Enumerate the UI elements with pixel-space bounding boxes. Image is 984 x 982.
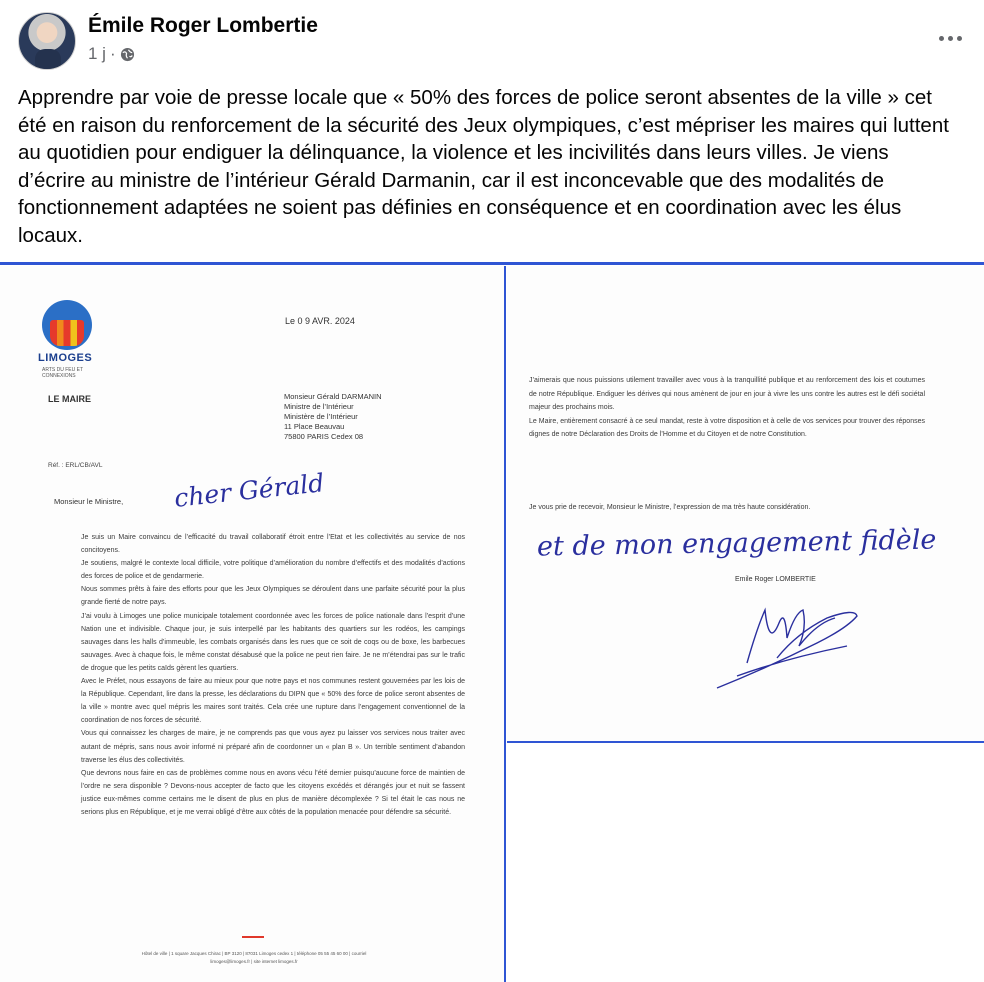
- meta-separator: ·: [109, 44, 116, 63]
- letter-sender-title: LE MAIRE: [48, 394, 92, 404]
- logo-name: LIMOGES: [38, 352, 93, 364]
- post-header: [18, 12, 968, 72]
- letter-body: [81, 531, 465, 819]
- address-line: Monsieur Gérald DARMANIN: [284, 392, 382, 401]
- letter-paragraph: Vous qui connaissez les charges de maire, je ne comprends pas que vous ayez pu laisser vos services nous traiter avec autant de mépris, sans nous avoir informé ni préparé afin de coordonner un « plan B ». Un terrible sentiment d’abandon traverse les élus des collectivités.: [81, 730, 465, 764]
- address-line: 75800 PARIS Cedex 08: [284, 432, 364, 441]
- more-options-icon[interactable]: [932, 26, 968, 50]
- letter-paragraph: Le Maire, entièrement consacré à ce seul mandat, reste à votre disposition et à celle de vos services pour trouver des réponses dignes de notre Déclaration des Droits de l’Homme et du Citoyen et de notre Constitution.: [529, 417, 925, 438]
- letter-paragraph: Je soutiens, malgré le contexte local difficile, votre politique d’amélioration du nombre d’effectifs et des modalités d’actions des forces de police et de gendarmerie.: [81, 560, 465, 581]
- attachment-separator: [504, 266, 506, 982]
- letter-page-2[interactable]: [507, 266, 984, 743]
- post-attachments[interactable]: [0, 260, 984, 982]
- signer-name: Emile Roger LOMBERTIE: [735, 576, 816, 583]
- recipient-address: [284, 392, 382, 442]
- letter-footer: Hôtel de ville | 1 square Jacques Chirac | BP 3120 | 87031 Limoges cedex 1 | téléphone 05 55 45 60 00 | courriel limoges@limoges.fr | site internet limoges.fr: [141, 951, 367, 964]
- letter-closing: Je vous prie de recevoir, Monsieur le Ministre, l’expression de ma très haute considération.: [529, 504, 811, 511]
- author-avatar[interactable]: [18, 12, 76, 70]
- letter-paragraph: J’aimerais que nous puissions utilement travailler avec vous à la tranquillité publique et au renforcement des lois et coutumes de notre République. Endiguer les dérives qui nous amènent de jour en jour à vivre les uns contre les autres est le défi sociétal majeur des prochains mois.: [529, 377, 925, 411]
- handwritten-closing: et de mon engagement fidèle: [536, 524, 937, 563]
- letter-body-page2: [529, 374, 925, 442]
- letter-paragraph: Que devrons nous faire en cas de problèmes comme nous en avons vécu l’été dernier puisqu’aucune force de maintien de l’ordre ne sera disponible ? Devons-nous accepter de facto que les citoyens excédés et dérangés jour et nuit se fassent justice eux-mêmes comme certains me le disent de plus en plus de manière décomplexée ? Si tel était le cas nous ne serions plus en République, et je me verrai obligé d’être aux côtés de la population menacée pour défendre sa sécurité.: [81, 769, 465, 816]
- attachment-divider: [0, 262, 984, 265]
- letter-paragraph: Avec le Préfet, nous essayons de faire au mieux pour que notre pays et nos communes restent gouvernées par les lois de la République. Cependant, lire dans la presse, les déclarations du DIPN que « 50% des force de police seront absentes de la ville » montre avec quel mépris les maires sont traités. Cela crée une rupture dans l’engagement conventionnel de la coordination de nos forces de sécurité.: [81, 678, 465, 725]
- author-name[interactable]: Émile Roger Lombertie: [88, 14, 318, 37]
- letter-paragraph: J’ai voulu à Limoges une police municipale totalement coordonnée avec les forces de police nationale dans l’esprit d’une Nation une et indivisible. Chaque jour, je suis interpellé par les habitants des quartiers sur les rodéos, les campings sauvages dans les halls d’immeuble, les combats organisés dans les rues que ce soit de coqs ou de boxe, les barbecues sauvages. Avec à chaque fois, le même constat désabusé que la police ne peut rien faire. Je ne m’étendrai pas sur le trafic de drogue que les petits caïds gèrent les quartiers.: [81, 612, 465, 672]
- post-time[interactable]: 1 j: [88, 44, 106, 63]
- letter-paragraph: Nous sommes prêts à faire des efforts pour que les Jeux Olympiques se déroulent dans une parfaite sécurité pour la plus grande fierté de notre pays.: [81, 586, 465, 607]
- letter-reference: Réf. : ERL/CB/AVL: [48, 462, 103, 469]
- letter-page-1[interactable]: [0, 266, 504, 982]
- globe-icon[interactable]: [120, 47, 135, 62]
- letter-paragraph: Je suis un Maire convaincu de l’efficacité du travail collaboratif étroit entre l’Etat et les collectivités au service de nos concitoyens.: [81, 534, 465, 555]
- footer-accent: [242, 936, 264, 938]
- address-line: Ministère de l’Intérieur: [284, 412, 358, 421]
- address-line: 11 Place Beauvau: [284, 422, 345, 431]
- address-line: Ministre de l’Intérieur: [284, 402, 354, 411]
- post-text: Apprendre par voie de presse locale que « 50% des forces de police seront absentes de la ville » cet été en raison du renforcement de la sécurité des Jeux olympiques, c’est mépriser les maires qui luttent au quotidien pour endiguer la délinquance, la violence et les incivilités dans leurs villes. Je viens d’écrire au ministre de l’intérieur Gérald Darmanin, car il est inconcevable que des modalités de fonctionnement adaptées ne soient pas définies en conséquence et en coordination avec les élus locaux.: [18, 86, 949, 247]
- letter-salutation: Monsieur le Ministre,: [54, 497, 124, 506]
- logo-subtitle: ARTS DU FEU ET CONNEXIONS: [42, 367, 83, 379]
- post-meta: [88, 44, 135, 64]
- letter-date: Le 0 9 AVR. 2024: [285, 316, 355, 326]
- handwritten-greeting: cher Gérald: [172, 468, 326, 513]
- signature-icon: [707, 588, 867, 698]
- limoges-logo-icon: [42, 300, 92, 350]
